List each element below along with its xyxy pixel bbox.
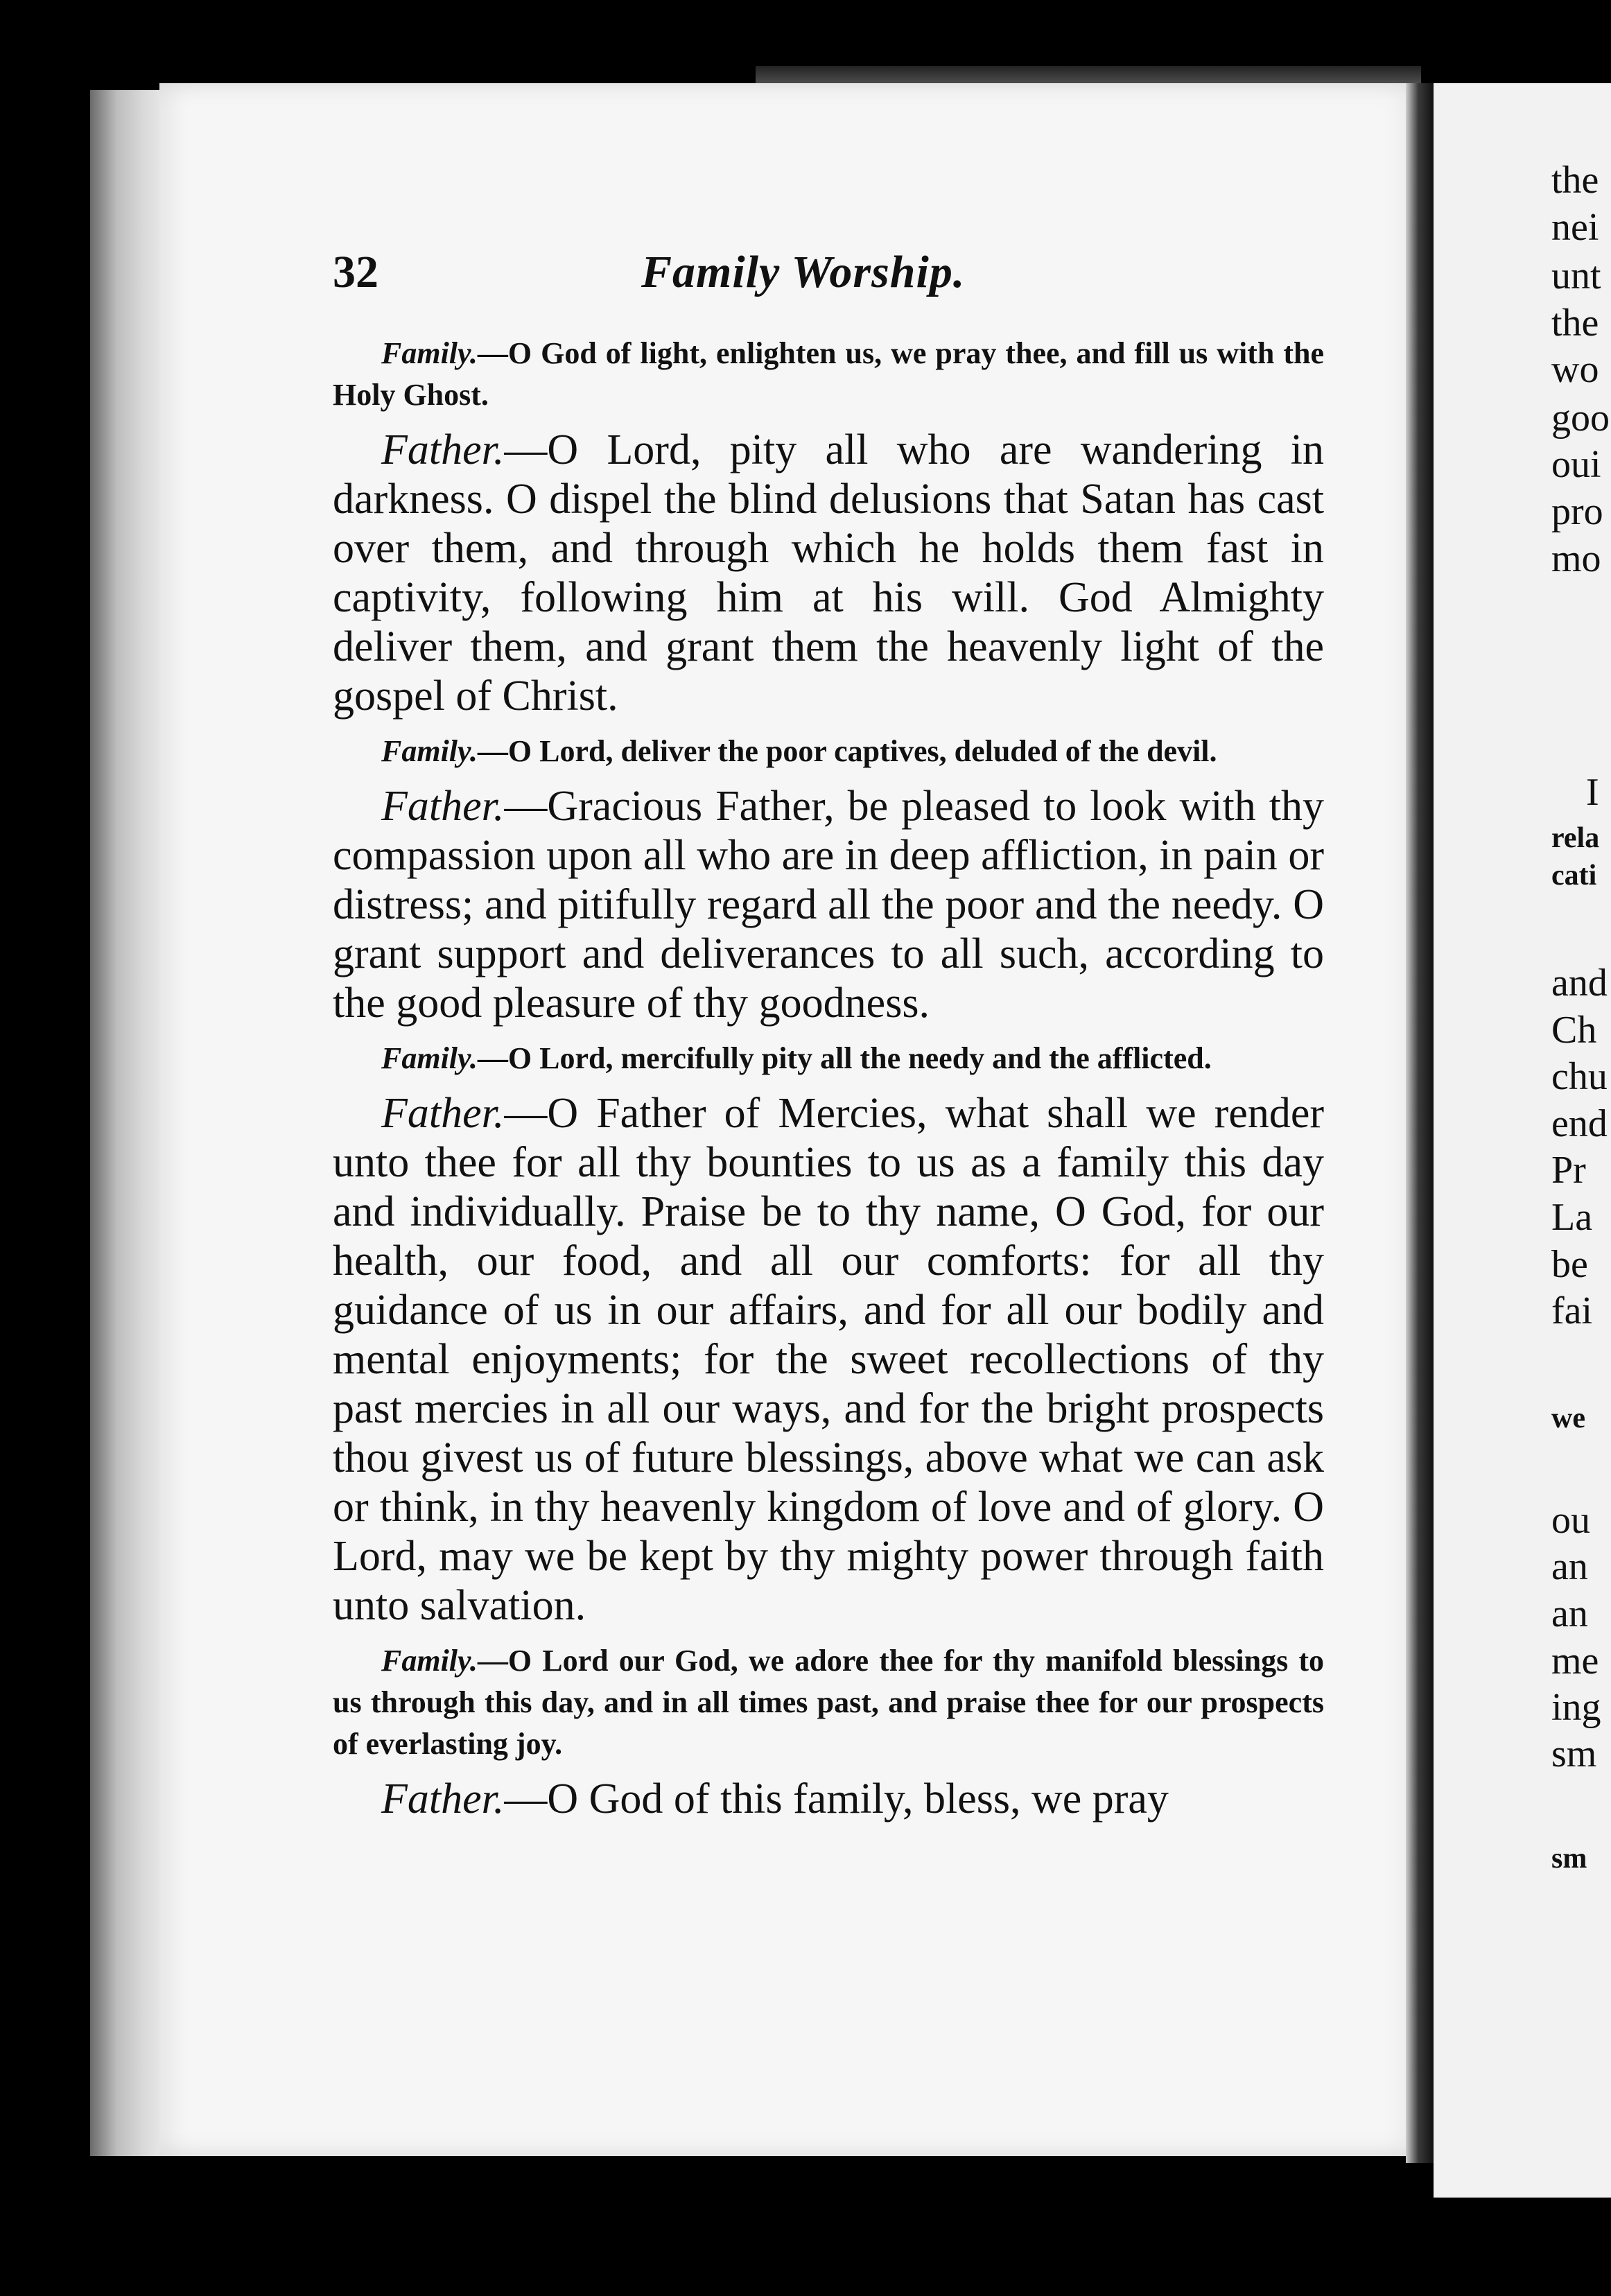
response-text: —O Lord, deliver the poor captives, deluded of the devil.	[477, 734, 1217, 768]
prayer-body: —O Father of Mercies, what shall we render unto thee for all thy bounties to us as a family this day and individually. Praise be to thy name, O God, for our health, our food, and all our comforts: for all thy guidance of us in our affairs, and for all our bodily and mental enjoyments; for the sweet recollections of thy past mercies in all our ways, and for the bright prospects thou givest us of future blessings, above what we can ask or think, in thy heavenly kingdom of love and of glory. O Lord, may we be kept by thy mighty power through faith unto salvation.	[333, 1090, 1324, 1629]
page-number: 32	[333, 247, 378, 297]
facing-page	[1434, 83, 1611, 2198]
facing-fragment: Ch	[1551, 1009, 1597, 1052]
prayer-body: —O Lord, pity all who are wandering in darkness. O dispel the blind delusions that Satan has cast over them, and through which he holds them fast in captivity, following him at his will. God Almighty deliver them, and grant them the heavenly light of the gospel of Christ.	[333, 426, 1324, 720]
family-response	[333, 333, 1324, 416]
facing-fragment: nei	[1551, 206, 1599, 249]
response-text: —O Lord our God, we adore thee for thy manifold blessings to us through this day, and in all times past, and praise thee for our prospects of everlasting joy.	[333, 1644, 1324, 1761]
facing-fragment: sm	[1551, 1843, 1587, 1875]
family-response	[333, 1038, 1324, 1079]
family-response	[333, 731, 1324, 772]
facing-fragment: end	[1551, 1102, 1608, 1145]
facing-fragment: we	[1551, 1402, 1585, 1434]
facing-fragment: ing	[1551, 1686, 1601, 1729]
facing-fragment: an	[1551, 1592, 1588, 1635]
facing-fragment: be	[1551, 1243, 1588, 1286]
prayer-body: —O God of this family, bless, we pray	[504, 1775, 1169, 1823]
facing-fragment: an	[1551, 1545, 1588, 1588]
father-prayer	[333, 1775, 1324, 1824]
speaker-label: Family.	[381, 1041, 478, 1075]
facing-fragment: sm	[1551, 1732, 1597, 1775]
facing-fragment: fai	[1551, 1289, 1593, 1332]
page-header	[333, 246, 1331, 308]
prayer-text	[333, 333, 1324, 1834]
speaker-label: Family.	[381, 734, 478, 768]
facing-fragment: unt	[1551, 254, 1601, 297]
facing-fragment: chu	[1551, 1055, 1608, 1098]
father-prayer	[333, 782, 1324, 1028]
facing-fragment: me	[1551, 1640, 1599, 1682]
running-title: Family Worship.	[641, 247, 966, 297]
facing-fragment: pro	[1551, 490, 1603, 533]
father-prayer	[333, 1089, 1324, 1630]
facing-fragment: La	[1551, 1196, 1593, 1239]
facing-fragment: goo	[1551, 397, 1610, 440]
speaker-label: Father.	[381, 1775, 505, 1823]
response-text: —O God of light, enlighten us, we pray thee, and fill us with the Holy Ghost.	[333, 336, 1324, 412]
facing-fragment: ou	[1551, 1499, 1590, 1542]
facing-fragment: and	[1551, 962, 1608, 1004]
speaker-label: Father.	[381, 426, 505, 473]
speaker-label: Family.	[381, 336, 478, 370]
facing-fragment: Pr	[1551, 1149, 1586, 1192]
facing-fragment: rela	[1551, 822, 1600, 854]
book-edge	[90, 90, 166, 2156]
speaker-label: Family.	[381, 1644, 478, 1678]
facing-fragment: mo	[1551, 537, 1601, 580]
facing-fragment: oui	[1551, 443, 1601, 486]
facing-fragment: the	[1551, 159, 1599, 202]
response-text: —O Lord, mercifully pity all the needy and the afflicted.	[477, 1041, 1212, 1075]
facing-fragment: cati	[1551, 860, 1597, 892]
prayer-body: —Gracious Father, be pleased to look with thy compassion upon all who are in deep affliction, in pain or distress; and pitifully regard all the poor and the needy. O grant support and deliverances to all such, according to the good pleasure of thy goodness.	[333, 783, 1324, 1027]
facing-fragment: the	[1551, 302, 1599, 345]
speaker-label: Father.	[381, 1090, 505, 1137]
facing-fragment: wo	[1551, 348, 1599, 391]
book-gutter	[1406, 83, 1434, 2163]
facing-fragment: I	[1586, 771, 1599, 814]
family-response	[333, 1640, 1324, 1765]
father-prayer	[333, 426, 1324, 721]
speaker-label: Father.	[381, 783, 505, 830]
